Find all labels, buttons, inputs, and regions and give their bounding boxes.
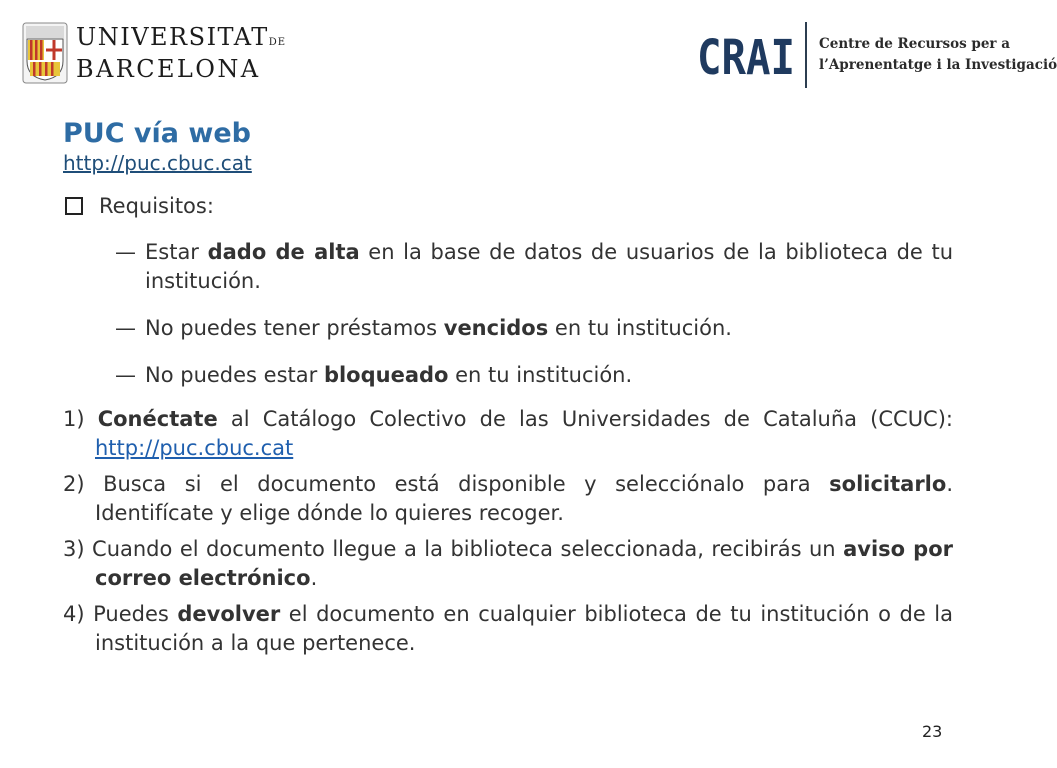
step-text: Puedes: [84, 602, 178, 626]
step-text: al Catálogo Colectivo de las Universidades de Cataluña (CCUC):: [217, 407, 953, 431]
step-number: 1): [63, 407, 85, 431]
checkbox-bullet-icon: [65, 197, 83, 215]
requirement-item: [115, 238, 953, 296]
crai-divider: [805, 22, 807, 88]
crai-acronym: CRAI: [697, 30, 795, 86]
step-text: Cuando el documento llegue a la biblioteca seleccionada, recibirás un: [84, 537, 844, 561]
requirement-text: en tu institución.: [548, 316, 732, 340]
step-item: [63, 405, 953, 463]
page-number: 23: [922, 722, 943, 741]
step-text: Busca si el documento está disponible y selecciónalo para: [84, 472, 830, 496]
dash-bullet-icon: —: [115, 240, 136, 264]
requirement-text: en la base de datos de usuarios de la biblioteca de tu institución.: [145, 240, 953, 293]
title-url-link[interactable]: http://puc.cbuc.cat: [63, 151, 252, 175]
requirement-item: [115, 314, 953, 343]
step-emphasis: devolver: [177, 602, 281, 626]
requirement-text: No puedes estar: [145, 363, 324, 387]
requirement-emphasis: vencidos: [443, 316, 549, 340]
requirement-text: No puedes tener préstamos: [145, 316, 444, 340]
university-logo: [22, 22, 286, 84]
step-item: [63, 470, 953, 528]
requirements-label: Requisitos:: [99, 194, 214, 218]
requirement-text: Estar: [145, 240, 208, 264]
dash-bullet-icon: —: [115, 363, 136, 387]
requirement-emphasis: bloqueado: [323, 363, 449, 387]
requirements-list: [115, 238, 953, 408]
crai-name-line1: Centre de Recursos per a: [819, 36, 1010, 52]
step-number: 2): [63, 472, 85, 496]
step-text: el documento en cualquier biblioteca de tu institución o de la institución a la que pertenece.: [95, 602, 953, 655]
catalog-url-link[interactable]: http://puc.cbuc.cat: [95, 436, 294, 460]
step-text: .: [310, 566, 318, 590]
crai-wordmark-icon: [697, 30, 795, 86]
requirements-heading: [63, 194, 214, 218]
requirement-emphasis: dado de alta: [207, 240, 360, 264]
requirement-item: [115, 361, 953, 390]
step-text: [85, 407, 98, 431]
crai-name-line2: l’Aprenentatge i la Investigació: [819, 57, 1057, 73]
step-number: 3): [63, 537, 85, 561]
step-emphasis: Conéctate: [97, 407, 218, 431]
step-emphasis: aviso por correo electrónico: [95, 537, 953, 590]
step-text: . Identifícate y elige dónde lo quieres recoger.: [95, 472, 953, 525]
step-number: 4): [63, 602, 85, 626]
university-seal-icon: [22, 22, 68, 84]
step-item: [63, 600, 953, 658]
dash-bullet-icon: —: [115, 316, 136, 340]
steps-list: [63, 405, 953, 665]
slide-title: PUC vía web: [63, 118, 251, 149]
step-emphasis: solicitarlo: [829, 472, 947, 496]
step-item: [63, 535, 953, 593]
university-name-line2: BARCELONA: [76, 55, 261, 83]
university-name-suffix: DE: [268, 37, 287, 48]
university-name-line1: UNIVERSITAT: [76, 23, 269, 51]
crai-logo: [697, 22, 1057, 88]
requirement-text: en tu institución.: [448, 363, 633, 387]
